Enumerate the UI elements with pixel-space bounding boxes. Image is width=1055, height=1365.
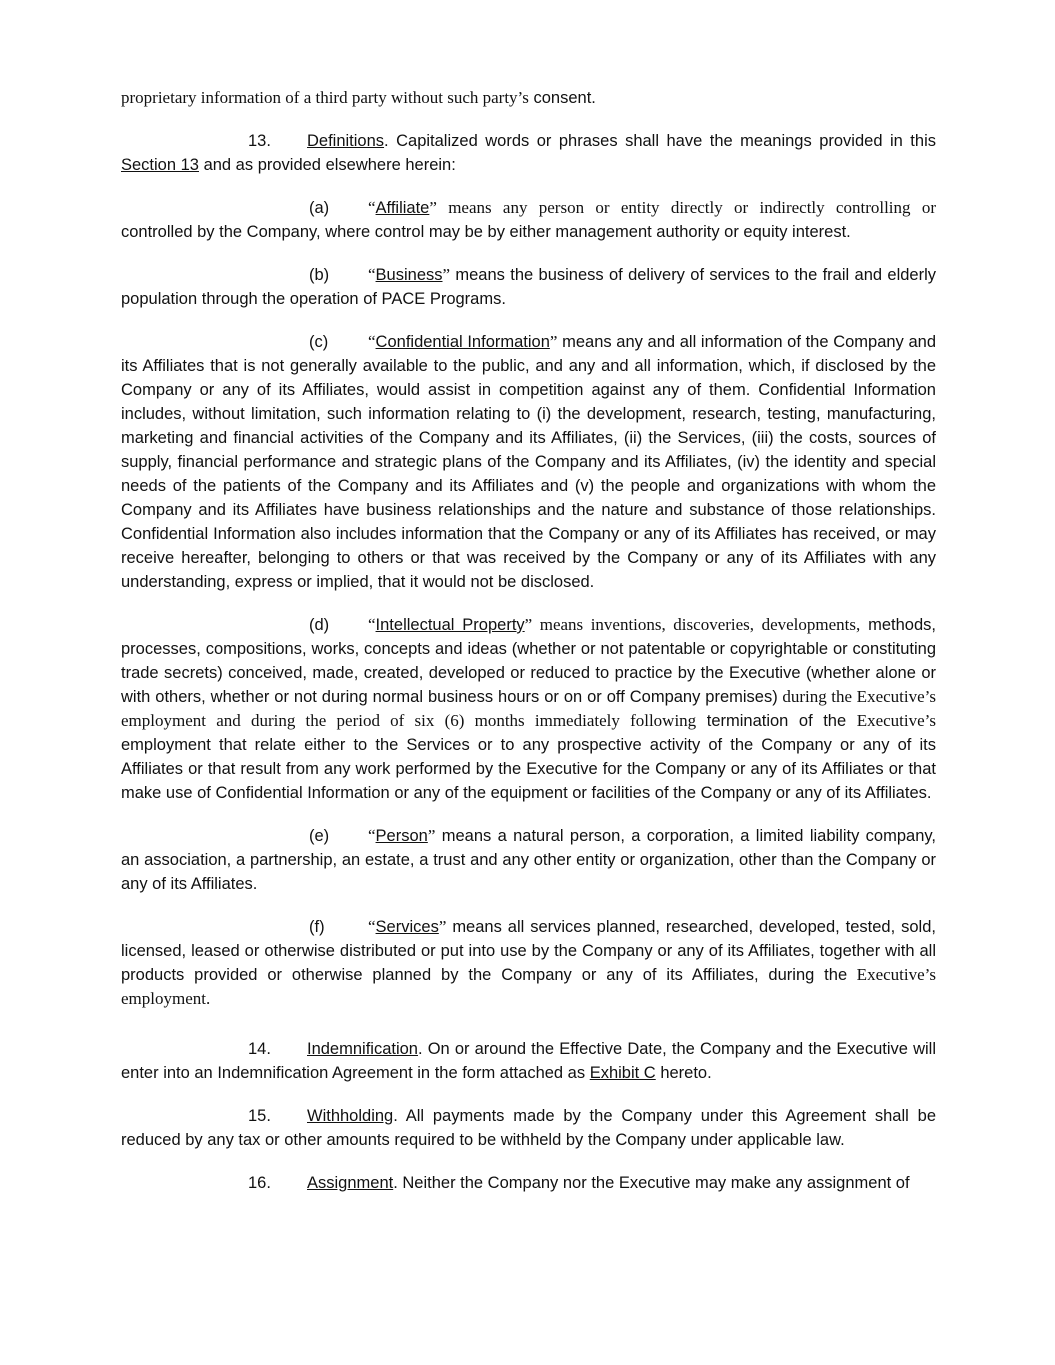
close-quote: ” (549, 332, 558, 351)
definition-label: (a) (309, 199, 330, 217)
definition-text: means all services planned, researched, developed, tested, sold, licensed, leased or otherwise distributed or put into use by the Company or any of its Affiliates, together with all products provided or otherwise planned by the Company or any of its Affiliates, during the (121, 918, 936, 984)
definition-business (121, 263, 936, 311)
open-quote: “ (368, 198, 376, 217)
definition-confidential-information (121, 330, 936, 594)
intro-paragraph (121, 86, 936, 110)
section-heading: Indemnification (307, 1040, 418, 1058)
open-quote: “ (368, 332, 376, 351)
section-number: 14. (248, 1040, 271, 1058)
section-13 (121, 129, 936, 177)
open-quote: “ (368, 917, 376, 936)
definition-text: means any and all information of the Company and its Affiliates that is not generally available to the public, and any and all information, which, if disclosed by the Company or any of its Affiliates, would assist in competition against any of them. Confidential Information includes, without limitation, such information relating to (i) the development, research, testing, manufacturing, marketing and financial activities of the Company and its Affiliates, (ii) the Services, (iii) the costs, sources of supply, financial performance and strategic plans of the Company and its Affiliates, (iv) the identity and special needs of the patients of the Company and its Affiliates and (v) the people and organizations with whom the Company and its Affiliates have business relationships and the nature and substance of those relationships. Confidential Information also includes information that the Company or any of its Affiliates has received, or may receive hereafter, belonging to others or that was received by the Company or any of its Affiliates with any understanding, express or implied, that it would not be disclosed. (121, 333, 937, 591)
section-15 (121, 1104, 936, 1152)
section-reference: Exhibit C (589, 1064, 656, 1082)
section-reference: Section 13 (121, 156, 199, 174)
definition-services (121, 915, 936, 1011)
open-quote: “ (368, 826, 376, 845)
open-quote: “ (368, 615, 376, 634)
section-text: . On or around the Effective Date, the Company and the Executive will enter into an Indemnification Agreement in the form attached as (121, 1040, 936, 1082)
section-text: . Capitalized words or phrases shall have the meanings provided in this (384, 132, 936, 150)
close-quote: ” (429, 198, 437, 217)
definition-label: (b) (309, 266, 330, 284)
intro-text-end: consent. (528, 89, 596, 107)
definition-affiliate (121, 196, 936, 244)
definition-label: (e) (309, 827, 330, 845)
section-heading: Withholding (307, 1107, 394, 1125)
defined-term: Intellectual Property (375, 616, 525, 634)
defined-term: Confidential Information (375, 333, 550, 351)
section-text: hereto. (655, 1064, 712, 1082)
section-14 (121, 1037, 936, 1085)
section-number: 15. (248, 1107, 271, 1125)
definition-label: (c) (309, 333, 329, 351)
definition-text: means a natural person, a corporation, a limited liability company, an association, a partnership, an estate, a trust and any other entity or organization, other than the Company or any of its Affiliates. (121, 827, 936, 893)
definition-text: methods, processes, compositions, works, concepts and ideas (whether or not patentable or copyrightable or constituting trade secrets) conceived, made, created, developed or reduced to practice by the Executive (whether alone or with others, whether or not during normal business hours or on or off Company premises) (121, 616, 936, 706)
definition-person (121, 824, 936, 896)
defined-term: Business (375, 266, 443, 284)
defined-term: Affiliate (375, 199, 430, 217)
defined-term: Person (375, 827, 428, 845)
section-text: and as provided elsewhere herein: (198, 156, 456, 174)
close-quote: ” (427, 826, 436, 845)
defined-term: Services (375, 918, 439, 936)
definition-label: (d) (309, 616, 330, 634)
close-quote: ” (524, 615, 533, 634)
definition-intellectual-property (121, 613, 936, 805)
definition-text: Executive’s (856, 711, 936, 730)
close-quote: ” (438, 917, 447, 936)
section-number: 16. (248, 1174, 271, 1192)
section-16 (121, 1171, 936, 1195)
close-quote: ” (442, 265, 451, 284)
definition-text: means any person or entity directly or indirectly controlling or (436, 198, 936, 217)
definition-text: means the business of delivery of services to the frail and elderly population through the operation of PACE Programs. (121, 266, 936, 308)
definition-text: Executive’s employment. (121, 965, 936, 1008)
intro-text: proprietary information of a third party without such party’s (121, 88, 529, 107)
section-heading: Definitions (307, 132, 385, 150)
document-body (121, 86, 936, 1214)
section-text: . Neither the Company nor the Executive may make any assignment of (393, 1174, 910, 1192)
definition-label: (f) (309, 918, 325, 936)
section-number: 13. (248, 132, 271, 150)
section-heading: Assignment (307, 1174, 394, 1192)
definition-text: during the Executive’s employment and during the period of six (6) months immediately following (121, 687, 936, 730)
definition-text: employment that relate either to the Services or to any prospective activity of the Company or any of its Affiliates or that result from any work performed by the Executive for the Company or any of its Affiliates or that make use of Confidential Information or any of the equipment or facilities of the Company or any of its Affiliates. (121, 736, 936, 802)
open-quote: “ (368, 265, 376, 284)
definition-text: means inventions, discoveries, developments, (532, 615, 861, 634)
definition-text: termination of the (696, 712, 857, 730)
section-text: . All payments made by the Company under this Agreement shall be reduced by any tax or other amounts required to be withheld by the Company under applicable law. (121, 1107, 936, 1149)
definition-text: controlled by the Company, where control may be by either management authority or equity interest. (121, 223, 851, 241)
